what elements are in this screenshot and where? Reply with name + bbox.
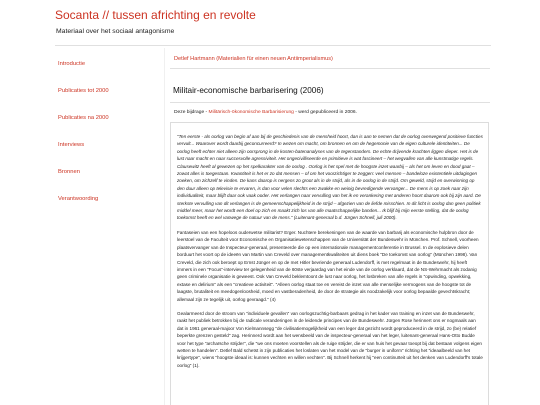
site-tagline: Materiaal over het sociaal antagonisme [56,28,175,35]
original-title-link[interactable]: Militärisch-ökonomische Barbarisierung [208,110,294,115]
header-divider [55,45,491,46]
sidebar-item-bronnen[interactable]: Bronnen [58,169,80,175]
sidebar-item-introductie[interactable]: Introductie [58,61,86,67]
article-body [170,122,489,405]
sidebar-item-publicaties-na-2000[interactable]: Publicaties na 2000 [58,115,109,121]
article-intro [174,110,357,115]
sidebar-item-interviews[interactable]: Interviews [58,142,85,148]
opening-quote: "Ten eerste - als oorlog van begin af aan bij de geschiedenis van de mensheid hoort, dan is aan te nemen dat de oorlog overwegend positieve functies vervult... Waarover wordt daarbij geconcurreerd? In wezen om macht, om bronnen en om de hegemonie van de eigen culturele identiteiten... De oorlog heeft echter niet alleen zijn oorsprong in de kosten-batenanalyses van de tegenstanders. De echte drijvende krachten liggen dieper. Het is de lust naar macht en naar succesvolle agressiviteit. Het ongecivilliseerde en primitieve is wat fascineert – het wegvallen van alle kunstmatige regels. Clausewitz heeft al gewezen op het spelkarakter van de oorlog . Oorlog is het spel met de hoogste inzet waarbij – als het om leven en dood gaat – zowat alles is toegestaan. Kwantiteit is het er zo dat mensen – of om het voorzichtiger te zeggen: veel mensen – bandeloze existentiële uitdagingen zoeken, om zichzelf te vinden. De kans daarop is nergens zo groot als in de strijd, als in de oorlog in de strijd. Om geweld, strijd en overwinning op den duur alleen op televisie te ervaren, is dan voor velen slechts een zwakke en weinig bevredigende vervanger... De mens is op zoek naar zijn individualiteit, maar blijft daar ook vaak ooder. Het verlangen naar vervulling van het ik en verankering met anderen hoort daarom ook bij zijn aard. De sterkste vervulling van dit verlangen is de gemeenschappelijkheid in de strijd – afgezien van de liefde misschien. In dit licht is oorlog dan geen politiek middel meer, maar het wordt een doel op zich en maakt zich los van alle maatschappelijke banden... Ik blijf bij mijn eerste stelling, dat de oorlog toekomst heeft en wel vanwege de natuur van de mens." (Luitenant-generaal b.d. Jürgen Schnell, juli 2000). [177,134,483,221]
page-title: Militair-economische barbarisering (2006) [173,86,324,95]
sidebar-divider [164,48,165,405]
intro-text-after: - werd gepubliceerd in 2006. [293,110,357,115]
divider [170,68,490,69]
sidebar-item-publicaties-tot-2000[interactable]: Publicaties tot 2000 [58,88,109,94]
article-paragraph: Fantaseien van een hopeloos ouderwetse militarist? Erger. Nuchtere berekeningen van de waarde van barbarij als economische hulpbron door de leerstoel van de Faculteit voor Economische en Organisatiewetenschappen van de Universität der Bundeswehr in München. Prof. Schnell, voorheen plaatsvervanger van de Inspecteur-generaal, presenteerde die op een internationale managementconferentie in Brussel. In de explosieve delen borduurt het voort op de ideeën van Martin van Creveld over managementkwaliteiten uit diens boek "De toekomst van oorlog" (München 1998). Van Creveld, die zich ook beroept op Ernst Jünger en op de met Hitler bevriende generaal Ludendorff, is met regelmaat in de Bundeswehr, hij heeft immers in een "Focus"-interview ter gelegenheid van de 60ste verjaardag van het einde van de oorlog verklaard, dat de NS-Wehrmacht als zodanig geen criminele organisatie is geweest. Ook Van Creveld beklemtoont de lust naar oorlog, het losbreken van alle regels in "opwinding, opwekking, extase en delirium" als een "creatieve activiteit". "Alleen oorlog staat toe en vereist de inzet van alle menselijke vermogens van de hoogste tot de laagste, brutaliteit en meedogenloosheid, moed en vastberadenheid, de door de strategie als noodzakelijk voor oorlog bepaalde gevechtskracht; allemaal zijn ze tegelijk uit, oorlog gevraagd." (4) [177,229,479,302]
site-title[interactable]: Socanta // tussen africhting en revolte [55,8,256,22]
sidebar-item-verantwoording[interactable]: Verantwoording [58,196,99,202]
series-link[interactable]: Detlef Hartmann (Materialien für einen neuen Antiimperialismus) [174,56,333,62]
article-paragraph: Gealarmeerd door de stroom van "individuele gevallen" van oorlogszuchtig-barbaars gedrag in het kader van training en inzet van de Bundeswehr, raakt het publiek betrokken bij de radicale veranderingen in de leidende principes van de Bundeswehr. Jürgen Rose herinnert ons er nogmaals aan dat in 1961 generaal-majoor Von Kielmannsegg "de civilisatiemogelijkheid van een leger dat gezicht wordt geproduceerd in de strijd, zo (be) relatief beperkte grenzen gesteld" zag. Herinnerd wordt aan het wensbeeld van de inspecteur-generaal van het leger, luitenant-generaal Hans-Otto Budde voor het type "archaïsche strijder", die "we ons moeten voorstellen als de ruige strijder, die er van huis het gevaar toeopt bij dat bestaan volgens eigen wetten te handelen". Detlef Bald schetst in zijn publicaties het loslaten van het model van de "burger in uniform" richting het "ideaalbeeld van het krijgertype", wiens "hoogste ideaal is: kunnen vechten en willen vechten". Bij Schnell herkent hij "een continuïteit uit het denken van Ludendorff's totale oorlog" (1). [177,310,483,368]
divider [170,102,490,103]
sidebar-nav [58,61,158,223]
intro-text-before: Deze bijdrage - [174,110,209,115]
